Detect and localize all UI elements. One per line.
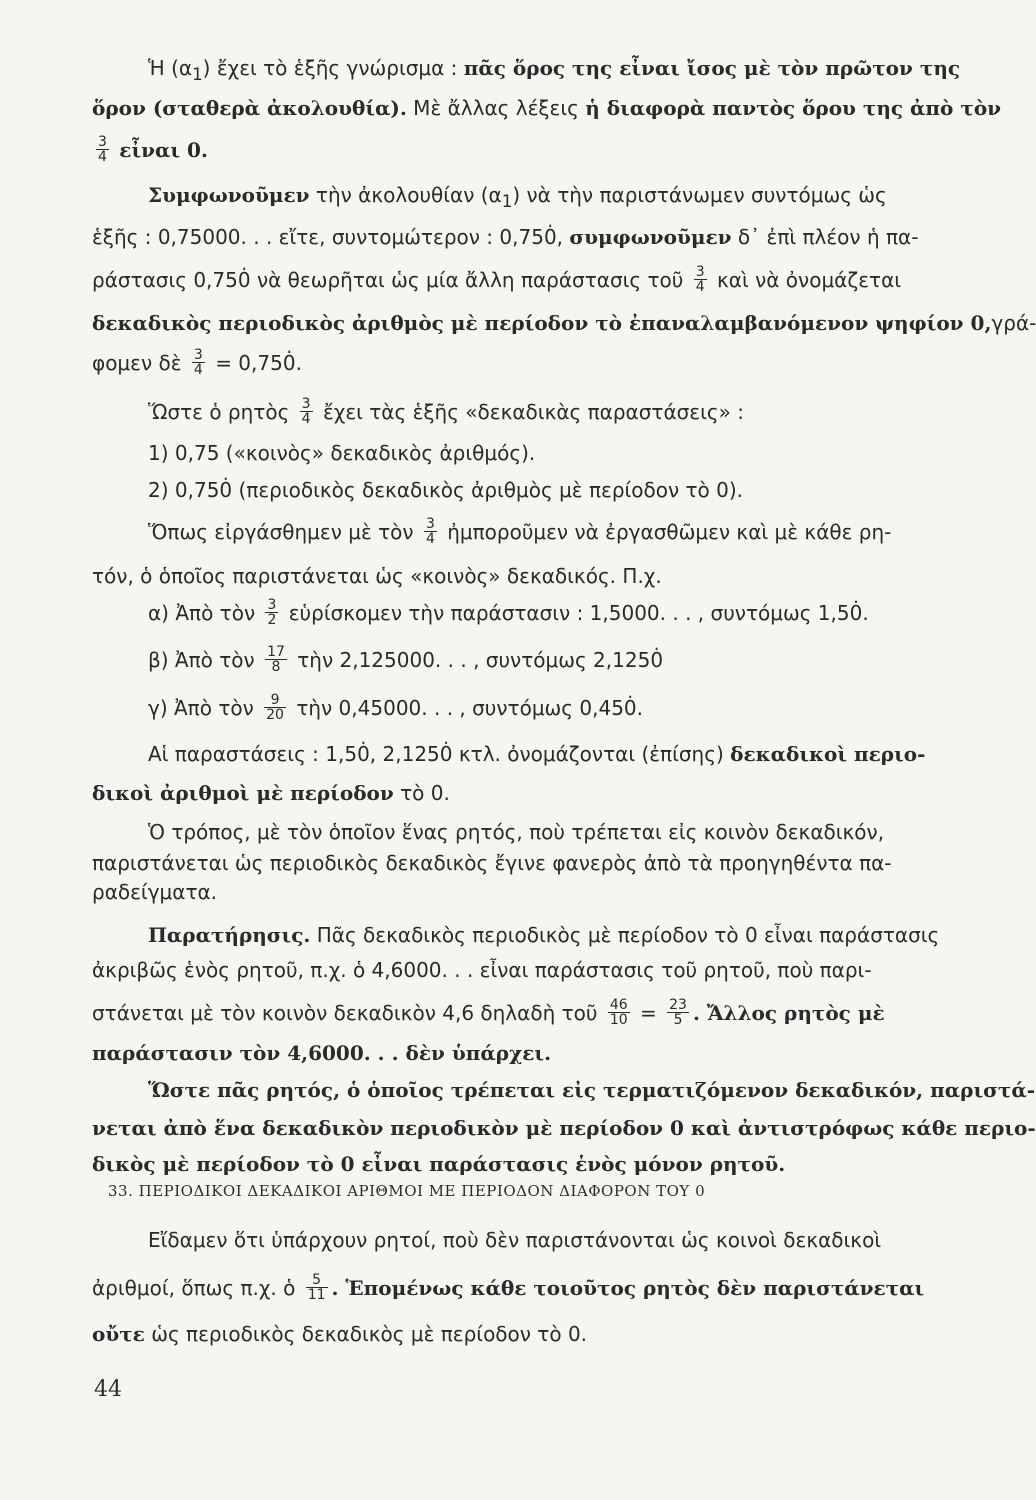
subscript: 1 (192, 65, 203, 84)
text-span: . (636, 696, 644, 720)
bold-text: ἡ διαφορὰ παντὸς ὅρου της ἀπὸ τὸν (585, 96, 1002, 120)
text-line (92, 303, 1036, 343)
text-span: γρά- (991, 311, 1036, 335)
text-span: Αἱ παραστάσεις : 1,5 (148, 742, 358, 766)
periodic-digit: 0̇ (623, 696, 637, 720)
text-span: ἑξῆς : 0,75000. . . εἴτε, συντομώτερον : 0,75 (92, 225, 544, 249)
text-span: ἀκριβῶς ἑνὸς ρητοῦ, π.χ. ὁ 4,6000. . . εἶναι παράστασις τοῦ ρητοῦ, ποὺ παρι- (92, 958, 872, 982)
text-line (148, 688, 952, 728)
text-line (148, 470, 952, 510)
fraction: $\frac{3}{4}$ (98, 134, 107, 165)
text-span: δ᾽ ἐπὶ πλέον ἡ πα- (731, 225, 919, 249)
periodic-digit: 0̇ (357, 742, 370, 766)
text-line (148, 1070, 1036, 1110)
text-span: τόν, ὁ ὁποῖος παριστάνεται ὡς «κοινὸς» δεκαδικός. Π.χ. (92, 564, 662, 588)
subscript: 1 (501, 192, 513, 211)
bold-text: νεται ἀπὸ ἕνα δεκαδικὸν περιοδικὸν μὲ περίοδον 0 καὶ ἀντιστρόφως κάθε περιο- (92, 1116, 1036, 1140)
text-span: . (862, 601, 869, 625)
text-line (148, 640, 952, 680)
text-line (92, 1033, 952, 1073)
text-span: (περιοδικὸς δεκαδικὸς ἀριθμὸς μὲ περίοδον τὸ 0). (232, 478, 744, 502)
text-span: ἠμποροῦμεν νὰ ἐργασθῶμεν καὶ μὲ κάθε ρη- (447, 520, 892, 544)
text-span: καὶ νὰ ὀνομάζεται (716, 268, 902, 292)
bold-text: δεκαδικὸς περιοδικὸς ἀριθμὸς μὲ περίοδον τὸ ἐπαναλαμβανόμενον ψηφίον 0, (92, 311, 992, 335)
text-span: , (556, 225, 570, 249)
text-span: τὸ 0. (393, 781, 450, 805)
text-span: . (295, 351, 302, 375)
text-span: γ) Ἀπὸ τὸν (148, 696, 254, 720)
text-span: β) Ἀπὸ τὸν (148, 648, 255, 672)
periodic-digit: 0̇ (849, 601, 863, 625)
bold-text: Παρατήρησις. (148, 923, 311, 947)
text-span: τὴν 2,125000. . . , συντόμως 2,125 (297, 648, 651, 672)
bold-text: δεκαδικοὶ περιο- (730, 742, 926, 766)
text-span: Μὲ ἄλλας λέξεις (406, 96, 586, 120)
text-span: εὑρίσκομεν τὴν παράστασιν : 1,5000. . . , συντόμως 1,5 (288, 601, 850, 625)
bold-text: δικοὶ ἀριθμοὶ μὲ περίοδον (92, 781, 394, 805)
bold-text: εἶναι 0. (119, 138, 208, 162)
text-span: τὴν ἀκολουθίαν (α (309, 183, 502, 207)
text-line (92, 872, 952, 912)
text-line (92, 130, 952, 170)
text-span: ) ἔχει τὸ ἑξῆς γνώρισμα : (202, 56, 464, 80)
text-span: Πᾶς δεκαδικὸς περιοδικὸς μὲ περίοδον τὸ 0 εἶναι παράστασις (310, 923, 940, 947)
text-line (92, 950, 952, 990)
text-line (148, 175, 952, 222)
text-line (148, 433, 952, 473)
text-span: Ὥστε ὁ ρητὸς (148, 400, 290, 424)
section-heading: 33. ΠΕΡΙΟΔΙΚΟΙ ΔΕΚΑΔΙΚΟΙ ΑΡΙΘΜΟΙ ΜΕ ΠΕΡΙΟΔΟΝ ΔΙΑΦΟΡΟΝ ΤΟΥ 0 (108, 1182, 706, 1200)
periodic-digit: 0̇ (219, 478, 233, 502)
text-line (92, 993, 952, 1033)
text-span: ὡς περιοδικὸς δεκαδικὸς μὲ περίοδον τὸ 0. (144, 1322, 588, 1346)
text-span: ράστασις 0,75 (92, 268, 238, 292)
fraction: $\frac{3}{4}$ (695, 264, 705, 295)
text-line (92, 773, 952, 813)
text-span: στάνεται μὲ τὸν κοινὸν δεκαδικὸν 4,6 δηλαδὴ τοῦ (92, 1001, 598, 1025)
text-span: Ὅπως εἰργάσθημεν μὲ τὸν (148, 520, 414, 544)
text-span: ἔχει τὰς ἑξῆς «δεκαδικὰς παραστάσεις» : (322, 400, 744, 424)
periodic-digit: 0̇ (543, 225, 557, 249)
bold-text: ὅρον (σταθερὰ ἀκολουθία). (92, 96, 407, 120)
text-line (92, 1268, 952, 1308)
bold-text: πᾶς ὅρος της εἶναι ἴσος μὲ τὸν πρῶτον της (463, 56, 961, 80)
fraction: $\frac{3}{4}$ (301, 396, 311, 427)
text-span: 2) 0,75 (148, 478, 220, 502)
text-span: νὰ θεωρῆται ὡς μία ἄλλη παράστασις τοῦ (250, 268, 684, 292)
bold-text: Συμφωνοῦμεν (148, 183, 310, 207)
text-span: τὴν 0,45000. . . , συντόμως 0,45 (296, 696, 624, 720)
bold-text: . Ἑπομένως κάθε τοιοῦτος ρητὸς δὲν παριστάνεται (331, 1276, 925, 1300)
text-span: παριστάνεται ὡς περιοδικὸς δεκαδικὸς ἔγινε φανερὸς ἀπὸ τὰ προηγηθέντα πα- (92, 851, 892, 875)
text-span: φομεν δὲ (92, 351, 182, 375)
text-span: Εἴδαμεν ὅτι ὑπάρχουν ρητοί, ποὺ δὲν παριστάνονται ὡς κοινοὶ δεκαδικοὶ (148, 1228, 882, 1252)
text-line (92, 1314, 952, 1354)
fraction: $\frac{9}{20}$ (266, 692, 284, 723)
periodic-digit: 0̇ (237, 268, 251, 292)
bold-text: δικὸς μὲ περίοδον τὸ 0 εἶναι παράστασις ἑνὸς μόνον ρητοῦ. (92, 1152, 786, 1176)
fraction: $\frac{17}{8}$ (267, 644, 285, 675)
text-span: Ἡ (α (148, 56, 193, 80)
text-span: = 0,75 (215, 351, 283, 375)
bold-text: παράστασιν τὸν 4,6000. . . δὲν ὑπάρχει. (92, 1041, 552, 1065)
fraction: $\frac{3}{2}$ (267, 597, 277, 628)
text-span: α) Ἀπὸ τὸν (148, 601, 256, 625)
text-line (92, 556, 952, 596)
fraction: $\frac{5}{11}$ (307, 1272, 326, 1303)
text-line (148, 915, 952, 955)
text-line (92, 260, 952, 300)
text-line (92, 88, 1002, 128)
text-span: κτλ. ὀνομάζονται (ἐπίσης) (452, 742, 731, 766)
text-line (92, 1108, 1036, 1148)
periodic-digit: 0̇ (282, 351, 296, 375)
periodic-digit: 0̇ (650, 648, 664, 672)
text-line (148, 512, 952, 552)
bold-text: οὔτε (92, 1322, 145, 1346)
equals-sign: = (640, 1001, 657, 1025)
text-line (148, 392, 952, 432)
text-line (148, 734, 952, 774)
fraction: $\frac{3}{4}$ (425, 516, 435, 547)
fraction: $\frac{23}{5}$ (669, 997, 687, 1028)
fraction: $\frac{3}{4}$ (193, 347, 203, 378)
bold-text: . Ἄλλος ρητὸς μὲ (692, 1001, 885, 1025)
text-line (148, 1220, 952, 1260)
text-span: 1) 0,75 («κοινὸς» δεκαδικὸς ἀριθμός). (148, 441, 536, 465)
text-line (92, 343, 952, 383)
page-number: 44 (94, 1377, 122, 1402)
text-span: ἀριθμοί, ὅπως π.χ. ὁ (92, 1276, 296, 1300)
fraction: $\frac{46}{10}$ (609, 997, 628, 1028)
periodic-digit: 0̇ (439, 742, 453, 766)
bold-text: συμφωνοῦμεν (569, 225, 732, 249)
bold-text: Ὥστε πᾶς ρητός, ὁ ὁποῖος τρέπεται εἰς τερματιζόμενον δεκαδικόν, παριστά- (148, 1078, 1036, 1102)
text-span: ραδείγματα. (92, 880, 218, 904)
text-line (148, 593, 952, 633)
text-span: , 2,125 (369, 742, 440, 766)
text-line (92, 217, 952, 257)
text-span: Ὁ τρόπος, μὲ τὸν ὁποῖον ἕνας ρητός, ποὺ τρέπεται εἰς κοινὸν δεκαδικόν, (148, 820, 885, 844)
text-span: ) νὰ τὴν παριστάνωμεν συντόμως ὡς (512, 183, 887, 207)
